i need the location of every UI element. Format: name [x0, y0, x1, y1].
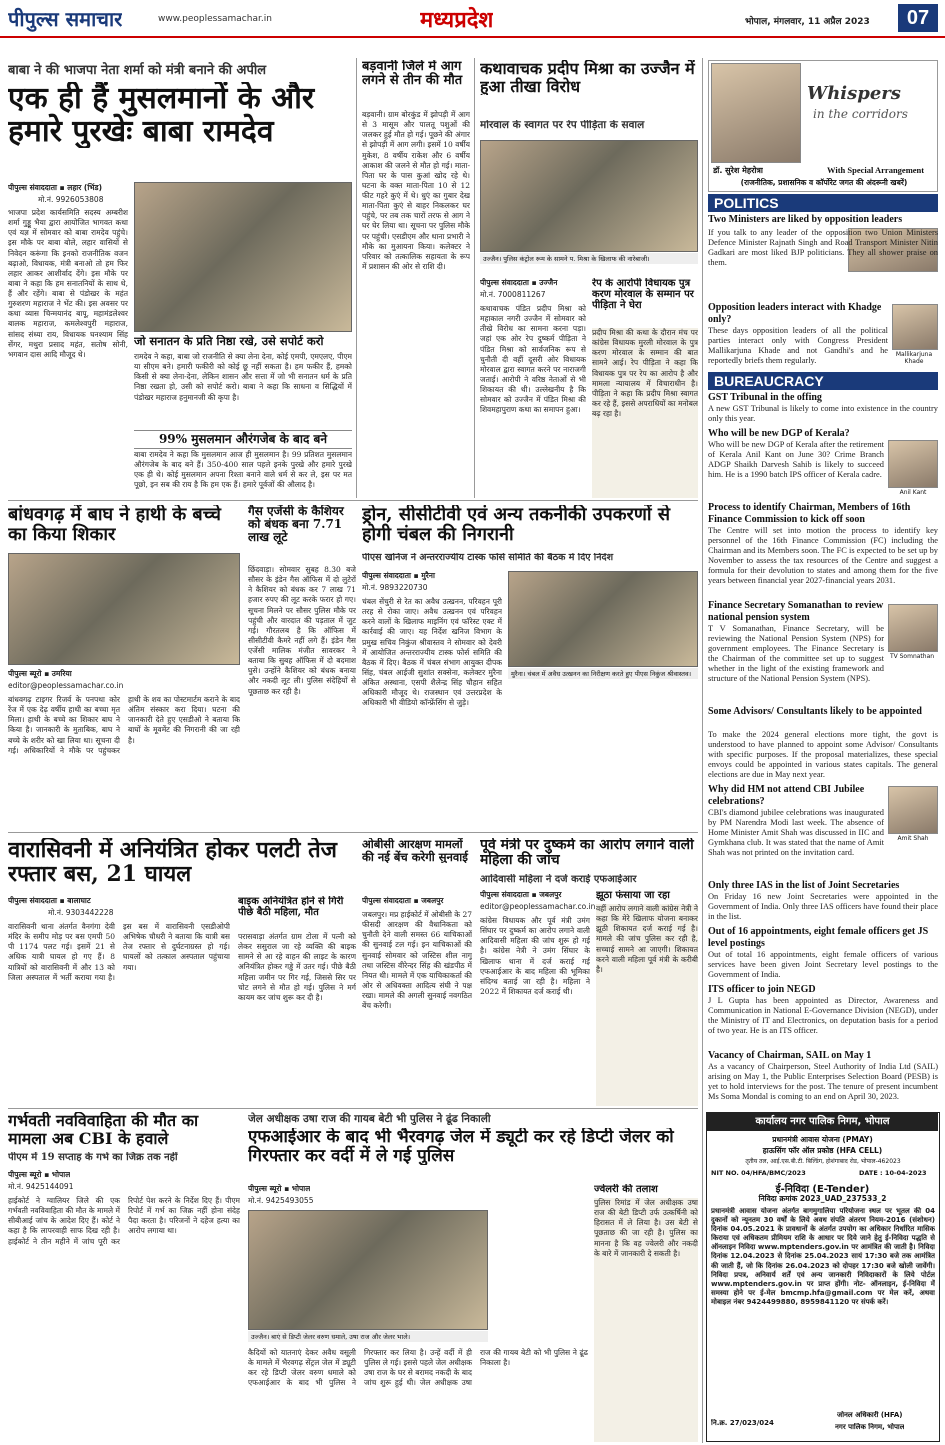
bureaucracy-item-6-body: On Friday 16 new Joint Secretaries were appointed in the Government of India. Only three IAS officers have found their place in the list. [708, 892, 938, 922]
tender-body: प्रधानमंत्री आवास योजना अंतर्गत बागमुगालिया परियोजना स्थल पर भूतल की 04 दुकानों को न्यूनतम 30 वर्षों के लिये अवध संपति अंतरण नियम-2016 (संशोधन) दिनांक 04.05.2021 के प्रावधानों के अंतर्गत उपयोग का अधिकार निर्धारित मासिक किराया एवं अधिकतम प्रीमियम राशि के आधार पर दिये जाने हेतु ई-निविदा पद्धति से ऑनलाइन निविदा www.mptenders.gov.in पर आमंत्रित की जाती है। निविदा दिनांक 12.04.2023 से दिनांक 25.04.2023 सायं 17:30 बजे तक आमंत्रित की जाती हैं, जो कि दिनांक 26.04.2023 को दोपहर 17:30 बजे खोली जावेंगी। निविदा प्रपत्र, अनिवार्य शर्तें एवं अन्य जानकारी निविदाकारों के लिये पोर्टल www.mptenders.gov.in पर प्राप्त होंगी। नोट- ऑनलाइन, ई-निविदा में समस्या होने पर ई-मेल bmcmp.hfa@gmail.com पर मेल करें, अथवा मोबाइल नंबर 9424499880, 8959841120 पर संपर्क करें। [711, 1207, 935, 1306]
minister-byline: पीपुल्स संवाददाता ▪ जबलपुर [480, 890, 562, 899]
tiger-headline[interactable]: बांधवगढ़ में बाघ ने हाथी के बच्चे का किया शिकार [8, 505, 221, 545]
tiger-byline: पीपुल्स ब्यूरो ▪ उमरिया [8, 669, 72, 678]
chambal-body: चंबल सेंचुरी से रेत का अवैध उत्खनन, परिवहन पूरी तरह से रोका जाए। अवैध उत्खनन एवं परिवहन करने वालों के खिलाफ माइनिंग एवं फॉरेस्ट एक्ट में कार्रवाई की जाए। यह निर्देश खनिज विभाग के प्रमुख सचिव निकुंज श्रीवास्तव ने सोमवार को देवरी में आयोजित अन्तरराज्यीय टास्क फोर्स समिति की बैठक में दिए। बैठक में चंबल संभाग आयुक्त दीपक सिंह, चंबल आईजी सुशांत सक्सेना, कलेक्टर मुरैना अंकित अस्थाना, एसपी शैलेन्द्र सिंह चौहान सहित अधिकारी मौजूद थे। राजस्थान एवं उत्तरप्रदेश के अधिकारी भी वीडियो कॉन्फ्रेंसिंग से जुड़े। [362, 597, 502, 708]
politics-item-0-body: If you talk to any leader of the opposition two Union Ministers Defence Minister Rajnath Singh and Road Transport Minister Nitin Gadkari are most liked BJP politicians. They all shower praise on them. [708, 228, 938, 268]
tender-nit: NIT NO. 04/HFA/BMC/2023 [711, 1169, 806, 1177]
bureaucracy-item-5-title[interactable]: Why did HM not attend CBI Jubilee celebrations? [708, 784, 865, 807]
gas-story [248, 505, 356, 830]
bureaucracy-item-4-title[interactable]: Some Advisors/ Consultants likely to be appointed [708, 706, 922, 717]
bureaucracy-item-9-body: As a vacancy of Chairperson, Steel Authority of India Ltd (SAIL) arising on May 1, the Public Enterprises Selection Board (PESB) is yet to hold interviews for the post. The tenure of present incumbent Ms Soma Mondal is coming to an end on April 30, 2023. [708, 1062, 938, 1102]
section-title: मध्यप्रदेश [420, 7, 494, 33]
bureaucracy-item-6-title[interactable]: Only three IAS in the list of Joint Secretaries [708, 880, 900, 891]
politics-label: POLITICS [708, 194, 938, 212]
pradeep-byline: पीपुल्स संवाददाता ▪ उज्जैन [480, 278, 558, 287]
ramdev-quote-body: बाबा रामदेव ने कहा कि मुसलमान आज ही मुसलमान है। 99 प्रतिशत मुसलमान औरंगजेब के बाद बने हैं। 350-400 साल पहले इनके पुरखे और हमारे पुरखे एक ही थे। कोई मुसलमान अपना रिश्ता बनाने वाले धर्म से कर ले, इस पर मत पूछो, इन सब की राय है कि हम एक हैं। हमारे पूर्वजों की औलाद है। [134, 450, 352, 490]
politics-item-1-title[interactable]: Opposition leaders interact with Khadge only? [708, 302, 882, 325]
bureaucracy-item-5-photo-caption: Amit Shah [897, 835, 929, 842]
bureaucracy-item-7-title[interactable]: Out of 16 appointments, eight female officers get JS level postings [708, 926, 929, 949]
obc-byline: पीपुल्स संवाददाता ▪ जबलपुर [362, 896, 444, 905]
pregnant-headline[interactable]: गर्भवती नवविवाहिता की मौत का मामला अब CBI के हवाले [8, 1112, 199, 1148]
bus-headline[interactable]: वारासिवनी में अनियंत्रित होकर पलटी तेज रफ्तार बस, 21 घायल [8, 838, 337, 887]
page-number: 07 [898, 4, 938, 32]
tender-address: तृतीय तल, आई.एस.बी.टी. बिल्डिंग, होशंगाबाद रोड, भोपाल-462023 [745, 1158, 901, 1165]
pregnant-sub: पीएम में 19 सप्ताह के गर्भ का जिक्र तक नहीं [8, 1152, 178, 1163]
bus-side-head: बाइक अनियंत्रित होने से गिरी पीछे बैठी महिला, मौत [238, 896, 344, 918]
obc-story [362, 838, 472, 1106]
tender-title: ई-निविदा (E-Tender) [775, 1184, 870, 1195]
jail-story [248, 1112, 698, 1442]
ramdev-sub-headline: जो सनातन के प्रति निष्ठा रखे, उसे सपोर्ट करो [134, 335, 324, 348]
bureaucracy-item-2-body: The Centre will set into motion the process to identify key personnel of the 16th Finance Commission (FC) including the Chairman and its Members soon. The FC is expected to be set up by November to assess the tax resources of the Centre and suggest a formula for their devolution to states and among them for the five years between financial year 2027-financial years 2031. [708, 526, 938, 586]
pradeep-body: कथावाचक पंडित प्रदीप मिश्रा को महाकाल नगरी उज्जैन में सोमवार को तीखे विरोध का सामना करना पड़ा। जहां एक ओर रेप दुष्कर्म पीड़िता ने पंडित मिश्रा को सार्वजनिक रूप से चुनौती दी वहीं दूसरी ओर विधायक मोरवाल द्वारा स्वागत करने पर नाराजगी जताई। आरोपी ने वरिष्ठ नेताओं से भी शिकायत की थी। उल्लेखनीय है कि सोमवार को उज्जैन में पंडित मिश्रा की शिवमहापुराण कथा का समापन हुआ। [480, 304, 586, 415]
bureaucracy-item-3-photo [888, 604, 938, 652]
tender-org: नगर पालिक निगम, भोपाल [835, 1423, 905, 1431]
ramdev-body: भाजपा प्रदेश कार्यसमिति सदस्य अम्बरीश शर्मा गुड्डू भैया द्वारा आयोजित भागवत कथा एवं यज्ञ में सोमवार को बाबा रामदेव पहुंचे। इस मौके पर बाबा बोले, लहार वासियों से निवेदन करूंगा कि इनको राजनीतिक वजन बढ़ाओ, विधायक, मंत्री बनाओ तो हम फिर लहार आकर आशीर्वाद देंगे। इस मौके पर बाबा ने कहा कि हम सनातनियों के साथ थे, हैं और रहेंगे। बाबा से पंडोखर के महंत गुरुशरण महाराज ने भेंट की। इस अवसर पर कथा व्यास चिन्मयानंद बापू, महामंडलेश्वर बालक महाराज, कमलेश्वपुरी महाराज, सांसद संध्या राय, विधायक घनश्याम सिंह सेंगर, मथुरा प्रसाद महंत, सतोष सोनी, भगवान दास आदि मौजूद थे। [8, 208, 128, 359]
paper-url[interactable]: www.peoplessamachar.in [158, 14, 272, 24]
whispers-author-name: डॉ. सुरेश मेहरोत्रा [713, 166, 763, 175]
politics-item-1-photo-caption: Mallikarjuna Khade [895, 351, 933, 365]
pregnant-story [8, 1112, 240, 1442]
ramdev-story [8, 60, 352, 498]
chambal-story [362, 505, 698, 830]
tiger-photo [8, 553, 240, 665]
pradeep-box-head: रेप के आरोपी विधायक पुत्र करण मोरवाल के सम्मान पर पीड़िता ने घेरा [592, 278, 694, 311]
bureaucracy-item-1-body: Who will be new DGP of Kerala after the retirement of Kerala Anil Kant on June 30? Crime Branch ADGP Shaikh Darvesh Sahib is likely to succeed him. He is a 1990 batch IPS officer of Kerala cadre. [708, 440, 884, 480]
tiger-story [8, 505, 240, 830]
minister-box-body: वहीं आरोप लगाने वाली कांग्रेस नेत्री ने कहा कि मेरे खिलाफ योजना बनाकर झूठी शिकायत दर्ज कराई गई है। मामले की जांच पुलिस कर रही है, सच्चाई सामने आ जाएगी। शिकायत करने वाली महिला पूर्व मंत्री के करीबी है। [596, 904, 698, 1106]
whispers-tagline: (राजनीतिक, प्रशासनिक व कॉर्पोरेट जगत की अंदरूनी खबरें) [740, 178, 908, 187]
politics-item-1-body: These days opposition leaders of all the political parties interact only with Congress President Mallikarjuna Khade and not Gandhi's and he reportedly briefs them regularly. [708, 326, 888, 366]
bureaucracy-item-7-body: Out of total 16 appointments, eight female officers of various services have been given Joint Secretary level postings to the Government of India. [708, 950, 938, 980]
bureaucracy-item-2-title[interactable]: Process to identify Chairman, Members of 16th Finance Commission to kick off soon [708, 502, 911, 525]
whispers-title-bottom: in the corridors [813, 107, 908, 121]
chambal-caption: मुरैना। चंबल में अवैध उत्खनन का निरीक्षण करते हुए पीएस निकुंज श्रीवास्तव। [508, 668, 698, 679]
barwani-story [362, 60, 470, 498]
ramdev-quote-box: 99% मुसलमान औरंगजेब के बाद बने [134, 430, 352, 449]
bureaucracy-item-3-photo-caption: TV Somnathan [889, 653, 935, 660]
chambal-mobile: मो.नं. 9893220730 [362, 583, 428, 592]
minister-headline[interactable]: पूर्व मंत्री पर दुष्कर्म का आरोप लगाने वाली महिला की जांच [480, 838, 694, 869]
whispers-arrangement: With Special Arrangement [827, 165, 925, 175]
minister-body: कांग्रेस विधायक और पूर्व मंत्री उमंग सिंघार पर दुष्कर्म का आरोप लगाने वाली आदिवासी महिला की जांच शुरू हो गई है। कांग्रेस नेत्री ने उमंग सिंघार के खिलाफ थाना में दर्ज कराई गई एफआईआर के बाद महिला की भूमिका संदिग्ध बताई जा रही है। महिला ने 2022 में शिकायत दर्ज कराई थी। [480, 916, 590, 996]
bureaucracy-item-3-title[interactable]: Finance Secretary Somanathan to review national pension system [708, 600, 884, 623]
ramdev-photo [134, 182, 352, 332]
minister-story [480, 838, 698, 1106]
tender-ref: नि.क्र. 27/023/024 [711, 1419, 774, 1427]
jail-body: कैदियों को यातनाएं देकर अवैध वसूली के मामले में भैरवगढ़ सेंट्रल जेल में ड्यूटी कर रहे डिप्टी जेलर वरुण धमाले को एफआईआर के बाद भी पुलिस ने गिरफ्तार कर लिया है। उन्हें वर्दी में ही पुलिस ले गई। इससे पहले जेल अधीक्षक उषा राज के घर से बरामद नकदी के बाद जांच शुरू हुई थी। जेल अधीक्षक उषा राज की गायब बेटी को भी पुलिस ने ढूंढ निकाला है। [248, 1348, 588, 1388]
barwani-headline[interactable]: बड़वानी जिले में आग लगने से तीन की मौत [362, 60, 463, 89]
tender-officer: जोनल अधिकारी (HFA) [837, 1411, 903, 1419]
minister-box-head: झूठा फंसाया जा रहा [596, 890, 670, 901]
bus-story [8, 838, 356, 1106]
tender-cell: हाऊसिंग फॉर ऑल प्रकोष्ठ (HFA CELL) [762, 1146, 883, 1155]
bus-side-body: परासवाड़ा अंतर्गत ग्राम टोला में पत्नी को लेकर ससुराल जा रहे व्यक्ति की बाइक सामने से आ रहे वाहन की लाइट के कारण अनियंत्रित होकर गड्ढे में उतर गई। पीछे बैठी महिला जमीन पर गिर गई, जिससे सिर पर चोट लगने से मौत हो गई। पुलिस ने मर्ग कायम कर जांच शुरू कर दी है। [238, 932, 356, 1002]
politics-item-1-photo [892, 304, 938, 350]
whispers-header [708, 60, 938, 192]
jail-body-continued [494, 1210, 588, 1344]
pradeep-caption: उज्जैन। पुलिस कंट्रोल रूम के सामने प. मिश्रा के खिलाफ की नारेबाजी। [480, 253, 698, 264]
tender-subtitle: निविदा क्रमांक 2023_UAD_237533_2 [758, 1194, 887, 1203]
pradeep-photo [480, 140, 698, 252]
ramdev-kicker: बाबा ने की भाजपा नेता शर्मा को मंत्री बनाने की अपील [8, 63, 267, 78]
barwani-body: बड़वानी। ग्राम बोरकुंड में झोपड़ी में आग से 3 मासूम और पालतू पशुओं की जलकर हुई मौत हो गई। पूछने की अंगार से झोपड़ी में आग लगी। इसमें 10 वर्षीय मुकेश, 8 वर्षीय राकेश और 6 वर्षीय आकाश की जलने से मौत हो गई। माता-पिता घर के पास कुआं खोद रहे थे। घटना के वक्त माता-पिता 10 से 12 फीट गहरे कुएं में थे। धुएं का गुबार देख माता-पिता कुएं से बाहर निकलकर घर पहुंचे, पर तब तक चारों तरफ से आग ने घर घेर लिया था। सूचना पर पुलिस मौके पर पहुंची। एसडीएम और थाना प्रभारी ने मौके का मुआयना किया। कलेक्टर ने परिवार को तत्कालिक सहायता के रूप में प्रशासन की ओर से राशि दी। [362, 110, 470, 271]
tender-office: कार्यालय नगर पालिक निगम, भोपाल [707, 1113, 938, 1131]
chambal-headline[interactable]: ड्रोन, सीसीटीवी एवं अन्य तकनीकी उपकरणों से होगी चंबल की निगरानी [362, 505, 671, 545]
politics-item-0-title[interactable]: Two Ministers are liked by opposition leaders [708, 214, 903, 225]
paper-logo: पीपुल्स समाचार [8, 7, 123, 31]
minister-email[interactable]: editor@peoplessamachar.co.in [480, 902, 596, 911]
bus-byline: पीपुल्स संवाददाता ▪ बालाघाट [8, 896, 91, 905]
bureaucracy-item-5-photo [888, 786, 938, 834]
bureaucracy-item-1-title[interactable]: Who will be new DGP of Kerala? [708, 428, 850, 439]
bus-body: वारासिवनी थाना अंतर्गत वैनगंगा देवी मंदिर के समीप मोड़ पर बस एमपी 50 पी 1174 पलट गई। इसमें 21 से अधिक यात्री घायल हो गए हैं। 8 यात्रियों को वारासिवनी में और 13 को जिला अस्पताल में भर्ती कराया गया है। इस बस में वारासिवनी एसडीओपी अभिषेक चौधरी ने बताया कि यात्री बस तेज रफ्तार से दुर्घटनाग्रस्त हो गई। घायलों को तत्काल अस्पताल पहुंचाया गया। [8, 922, 230, 982]
gas-headline[interactable]: गैस एजेंसी के कैशियर को बंधक बना 7.71 लाख लूटे [248, 505, 344, 545]
bureaucracy-item-8-title[interactable]: ITS officer to join NEGD [708, 984, 816, 995]
jail-kicker: जेल अधीक्षक उषा राज की गायब बेटी भी पुलिस ने ढूंढ निकाली [248, 1113, 491, 1125]
bureaucracy-item-9-title[interactable]: Vacancy of Chairman, SAIL on May 1 [708, 1050, 872, 1061]
obc-body: जबलपुर। मप्र हाईकोर्ट में ओबीसी के 27 फीसदी आरक्षण की वैधानिकता को चुनौती देने वाली समस्त 66 याचिकाओं की सुनवाई टल गई। इन याचिकाओं की सुनवाई सोमवार को जस्टिस शील नागू तथा जस्टिस वीरेन्दर सिंह की खंडपीठ में नियत थी। मामले में एक याचिकाकर्ता की ओर से अधिवक्ता आदित्य संघी ने पक्ष रखा। मामले की अगली सुनवाई नवगठित बेंच करेगी। [362, 910, 472, 1011]
bureaucracy-section [708, 372, 938, 1112]
jail-headline[interactable]: एफआईआर के बाद भी भैरवगढ़ जेल में ड्यूटी कर रहे डिप्टी जेलर को गिरफ्तार कर वर्दी में ले गई पुलिस [248, 1128, 674, 1166]
jail-caption: उज्जैन। बाएं से डिप्टी जेलर वरुण धमाले, उषा राज और जेलर भाले। [248, 1331, 488, 1342]
pregnant-mobile: मो.नं. 9425144091 [8, 1182, 74, 1191]
gas-body: छिंदवाड़ा। सोमवार सुबह 8.30 बजे सौसर के इंडेन गैस ऑफिस में दो लुटेरों ने कैशियर को बंधक कर 7 लाख 71 हजार रुपए की लूट करके फरार हो गए। सूचना मिलने पर सौसर पुलिस मौके पर पहुंची और वारदात की पड़ताल में जुट गई। गौरतलब है कि ऑफिस में सीसीटीवी कैमरे नहीं लगे हैं। इंडेन गैस एजेंसी मालिक मंजीत सावरकर ने बताया कि सुबह ऑफिस में दो बदमाश घुसे। उन्होंने कैशियर को बंधक बनाया और नकदी लूट ली। पुलिस संदेहियों से पूछताछ कर रही है। [248, 565, 356, 696]
bureaucracy-item-5-body: CBI's diamond jubilee celebrations was inaugurated by PM Narendra Modi last week. The absence of Home Minister Amit Shah was discussed in IIC and Gymkhana club. It was stated that the name of Amit Shah was not printed on the invitation card. [708, 808, 884, 858]
pradeep-mobile: मो.नं. 7000811267 [480, 290, 546, 299]
pregnant-byline: पीपुल्स ब्यूरो ▪ भोपाल [8, 1170, 71, 1179]
bureaucracy-label: BUREAUCRACY [708, 372, 938, 390]
ramdev-headline[interactable]: एक ही हैं मुसलमानों के और हमारे पुरखेः बाबा रामदेव [8, 82, 315, 148]
tender-scheme: प्रधानमंत्री आवास योजना (PMAY) [772, 1135, 873, 1144]
jail-mobile: मो.नं. 9425493055 [248, 1196, 314, 1205]
chambal-sub: पीएस खनिज ने अन्तरराज्यीय टास्क फोर्स समिति की बैठक में दिए निर्देश [362, 553, 614, 563]
bureaucracy-item-0-title[interactable]: GST Tribunal in the offing [708, 392, 822, 403]
ramdev-mobile: मो.नं. 9926053808 [38, 195, 104, 204]
jail-box-body: पुलिस रिमांड में जेल अधीक्षक उषा राज की बेटी डिप्टी उर्फ उत्कर्षिनी को हिरासत में ले लिया है। उस बेटी से पूछताछ की जा रही है। पुलिस का मानना है कि वह ज्वेलरी और नकदी के बारे में जानकारी दे सकती है। [594, 1198, 698, 1442]
ramdev-sub-body: रामदेव ने कहा, बाबा जो राजनीति से क्या लेना देना, कोई एमपी, एमएलए, पीएम या सीएम बने। हमारी फकीरी को कोई छू नहीं सकता है। हम फकीर हैं, हमको किसी से क्या लेना-देना, लेकिन शासन और सत्ता में जो भी सनातन धर्म के प्रति निष्ठा रखता हो, उसी को सपोर्ट करो। बाबा ने कहा कि साधना व सिद्धियों में पंडोखर महाराज हनुमानजी की कृपा है। [134, 352, 352, 402]
bureaucracy-item-1-photo [888, 440, 938, 488]
pradeep-headline[interactable]: कथावाचक प्रदीप मिश्रा का उज्जैन में हुआ तीखा विरोध [480, 60, 695, 96]
dateline: भोपाल, मंगलवार, 11 अप्रैल 2023 [745, 17, 870, 27]
bureaucracy-item-4-body: To make the 2024 general elections more tight, the govt is understood to have planned to appoint some Advisor/ Consultants with specific purposes. If the proposal materializes, these special envoys could be appointed in various states capitals. The general elections are due in May next year. [708, 730, 938, 780]
jail-photo [248, 1210, 488, 1330]
minister-sub: आदिवासी महिला ने दर्ज कराई एफआईआर [480, 874, 637, 885]
bureaucracy-item-3-body: T V Somanathan, Finance Secretary, will be reviewing the National Pension System (NPS) for government employees. The Finance Secretary is the Chairman of the committee set up to suggest whether in the light of the existing framework and structure of the National Pension System (NPS). [708, 624, 884, 684]
tender-date: DATE : 10-04-2023 [859, 1169, 927, 1177]
bureaucracy-item-0-body: A new GST Tribunal is likely to come into existence in the country only this year. [708, 404, 938, 424]
pradeep-box-body: प्रदीप मिश्रा की कथा के दौरान मंच पर कांग्रेस विधायक मुरली मोरवाल के पुत्र करण मोरवाल के सम्मान की बात सामने आई। रेप पीड़िता ने कहा कि विधायक पुत्र पर रेप का आरोप है और मामला न्यायालय में विचाराधीन है। पीड़िता ने कहा कि प्रदीप मिश्रा स्वागत कर रहे हैं, इससे अपराधियों का मनोबल बढ़ रहा है। [592, 328, 698, 498]
ramdev-byline: पीपुल्स संवाददाता ▪ लहार (भिंड) [8, 183, 102, 192]
tender-ad [706, 1112, 940, 1442]
tiger-body: बांधवगढ़ टाइगर रिजर्व के पनपथा कोर रेंज में एक देढ़ वर्षीय हाथी का बच्चा मृत मिला। हाथी के बच्चे का शिकार बाघ ने किया है। जानकारी के मुताबिक, बाघ ने बच्चे के शरीर को खा लिया था। सूचना दी गई। अधिकारियों ने मौके पर पहुंचकर हाथी के शव का पोस्टमार्टम कराने के बाद अंतिम संस्कार करा दिया। घटना की जानकारी देते हुए एसडीओ ने बताया कि बाघों के मूवमेंट की निगरानी की जा रही है। [8, 695, 240, 755]
chambal-photo [508, 571, 698, 667]
bus-mobile: मो.नं. 9303442228 [48, 908, 114, 917]
pradeep-sub: मोरवाल के स्वागत पर रेप पीड़िता के सवाल [480, 120, 645, 131]
pradeep-story [480, 60, 698, 498]
whispers-title-top: Whispers [807, 83, 901, 104]
politics-section [708, 194, 938, 370]
masthead [0, 0, 945, 38]
pregnant-body: हाईकोर्ट ने ग्वालियर जिले की एक गर्भवती नवविवाहिता की मौत के मामले में सीबीआई जांच के आदेश दिए हैं। कोर्ट ने कहा है कि लापरवाही साफ दिख रही है। हाईकोर्ट ने तीन महीने में जांच पूरी कर रिपोर्ट पेश करने के निर्देश दिए हैं। पीएम रिपोर्ट में गर्भ का जिक्र नहीं होना संदेह पैदा करता है। परिजनों ने दहेज हत्या का आरोप लगाया था। [8, 1196, 240, 1246]
chambal-byline: पीपुल्स संवाददाता ▪ मुरैना [362, 571, 435, 580]
obc-headline[interactable]: ओबीसी आरक्षण मामलों की नई बेंच करेगी सुनवाई [362, 838, 468, 864]
bureaucracy-item-8-body: J L Gupta has been appointed as Director, Awareness and Communication in National E-Governance Division (NEGD), under the Ministry of IT and Electronics, on deputation basis for a period of two year. He is an ITS officer. [708, 996, 938, 1036]
tiger-email[interactable]: editor@peoplessamachar.co.in [8, 681, 124, 690]
jail-box-head: ज्वेलरी की तलाश [594, 1184, 658, 1195]
bureaucracy-item-1-photo-caption: Anil Kant [899, 489, 927, 496]
whispers-author-photo [711, 63, 801, 163]
jail-byline: पीपुल्स ब्यूरो ▪ भोपाल [248, 1184, 311, 1193]
